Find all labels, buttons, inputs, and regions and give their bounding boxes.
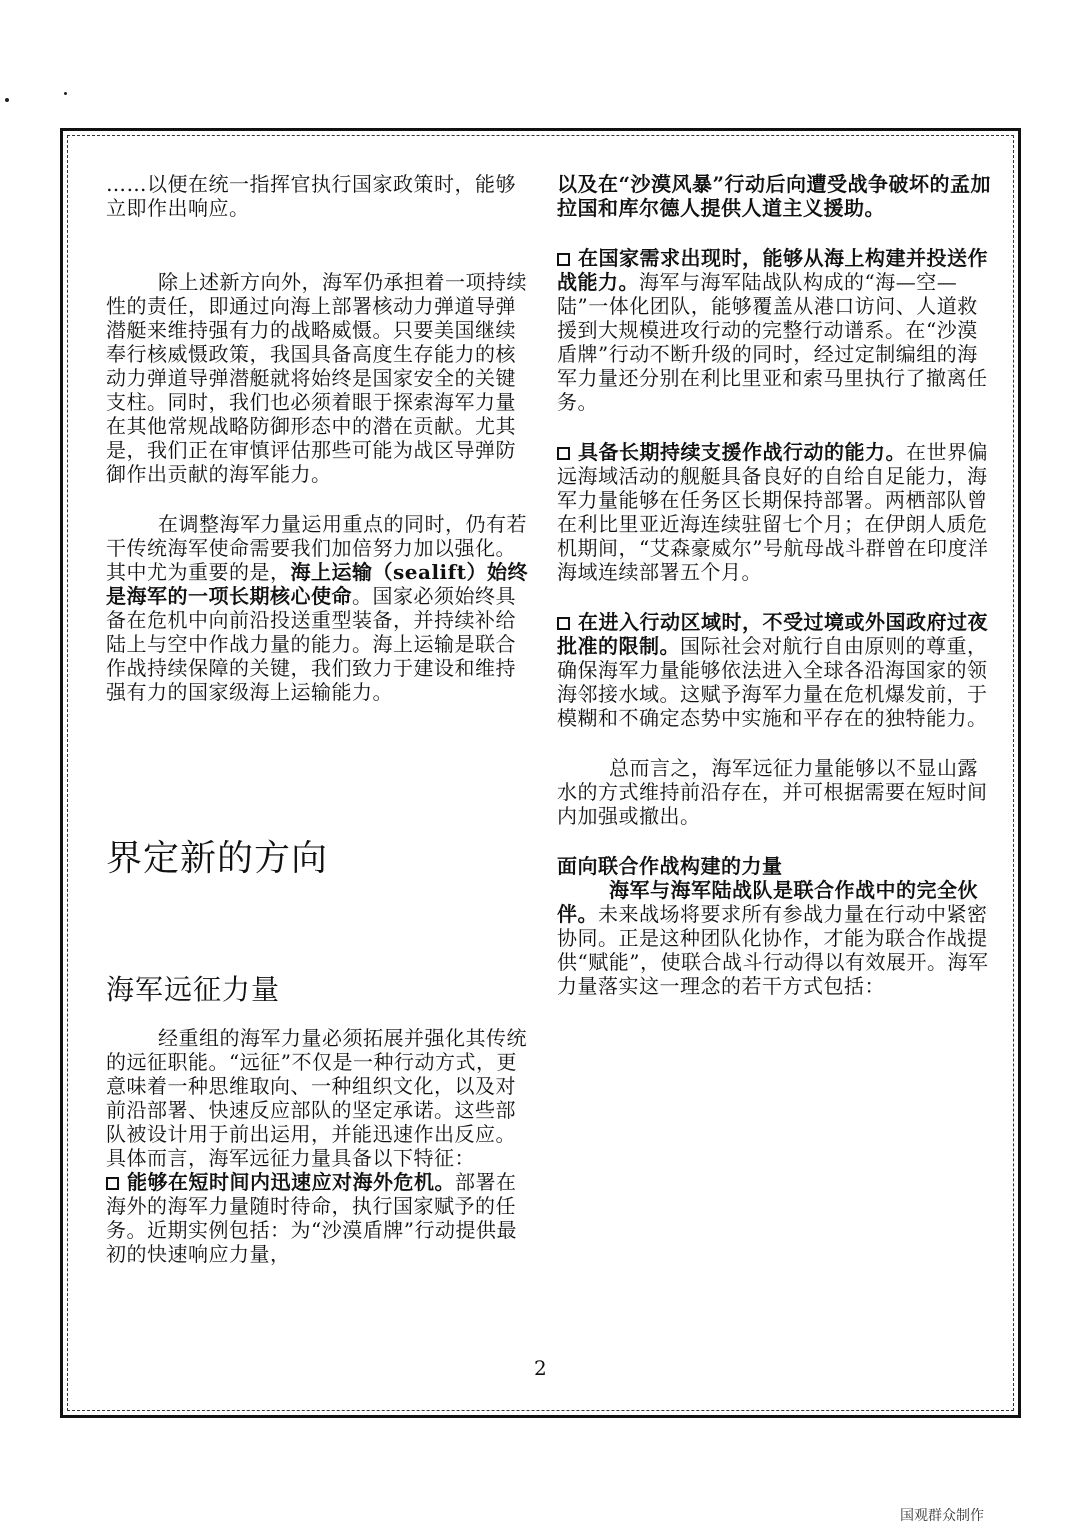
- bullet-item: 在进入行动区域时，不受过境或外国政府过夜批准的限制。国际社会对航行自由原则的尊重，确保海军力量能够依法进入全球各沿海国家的领海邻接水域。这赋予海军力量在危机爆发前，于模糊和不确定态势中实施和平存在的独特能力。: [557, 610, 988, 730]
- subsection-heading: 面向联合作战构建的力量: [557, 854, 783, 878]
- right-column: [557, 172, 997, 998]
- left-column-lower: [106, 1026, 530, 1266]
- paragraph: 以及在“沙漠风暴”行动后向遭受战争破坏的孟加拉国和库尔德人提供人道主义援助。: [557, 172, 992, 220]
- checkbox-bullet-icon: [557, 617, 570, 630]
- credit-watermark: 国观群众制作: [900, 1508, 984, 1524]
- checkbox-bullet-icon: [557, 447, 570, 460]
- subsection-heading: 海军远征力量: [106, 973, 281, 1006]
- paragraph: 在调整海军力量运用重点的同时，仍有若干传统海军使命需要我们加倍努力加以强化。其中尤为重要的是，海上运输（sealift）始终是海军的一项长期核心使命。国家必须始终具备在危机中向前沿投送重型装备，并持续补给陆上与空中作战力量的能力。海上运输是联合作战持续保障的关键，我们致力于建设和维持强有力的国家级海上运输能力。: [106, 512, 528, 704]
- page-number: 2: [534, 1356, 547, 1380]
- checkbox-bullet-icon: [557, 253, 570, 266]
- paragraph: 总而言之，海军远征力量能够以不显山露水的方式维持前沿存在，并可根据需要在短时间内加强或撤出。: [557, 756, 988, 828]
- scan-speck: [64, 92, 67, 95]
- bullet-item: 在国家需求出现时，能够从海上构建并投送作战能力。海军与海军陆战队构成的“海—空—陆”一体化团队，能够覆盖从港口访问、人道救援到大规模进攻行动的完整行动谱系。在“沙漠盾牌”行动不断升级的同时，经过定制编组的海军力量还分别在利比里亚和索马里执行了撤离任务。: [557, 246, 988, 414]
- paragraph: 海军与海军陆战队是联合作战中的完全伙伴。未来战场将要求所有参战力量在行动中紧密协同。正是这种团队化协作，才能为联合作战提供“赋能”，使联合战斗行动得以有效展开。海军力量落实这一理念的若干方式包括：: [557, 878, 989, 998]
- checkbox-bullet-icon: [106, 1177, 119, 1190]
- bold-phrase: 海上运输（sealift）始终是海军的一项长期核心使命: [106, 560, 528, 608]
- paragraph: ……以便在统一指挥官执行国家政策时，能够立即作出响应。: [106, 172, 516, 220]
- scan-speck: [5, 98, 9, 102]
- bullet-item: 具备长期持续支援作战行动的能力。在世界偏远海域活动的舰艇具备良好的自给自足能力，海军力量能够在任务区长期保持部署。两栖部队曾在利比里亚近海连续驻留七个月；在伊朗人质危机期间，“艾森豪威尔”号航母战斗群曾在印度洋海域连续部署五个月。: [557, 440, 989, 584]
- section-heading: 界定新的方向: [106, 838, 329, 879]
- bullet-item: 能够在短时间内迅速应对海外危机。部署在海外的海军力量随时待命，执行国家赋予的任务。近期实例包括：为“沙漠盾牌”行动提供最初的快速响应力量，: [106, 1170, 517, 1266]
- left-column-upper: [106, 172, 530, 704]
- paragraph: 除上述新方向外，海军仍承担着一项持续性的责任，即通过向海上部署核动力弹道导弹潜艇来维持强有力的战略威慑。只要美国继续奉行核威慑政策，我国具备高度生存能力的核动力弹道导弹潜艇就将始终是国家安全的关键支柱。同时，我们也必须着眼于探索海军力量在其他常规战略防御形态中的潜在贡献。尤其是，我们正在审慎评估那些可能为战区导弹防御作出贡献的海军能力。: [106, 270, 527, 486]
- paragraph: 经重组的海军力量必须拓展并强化其传统的远征职能。“远征”不仅是一种行动方式，更意味着一种思维取向、一种组织文化，以及对前沿部署、快速反应部队的坚定承诺。这些部队被设计用于前出运用，并能迅速作出反应。具体而言，海军远征力量具备以下特征：: [106, 1026, 527, 1170]
